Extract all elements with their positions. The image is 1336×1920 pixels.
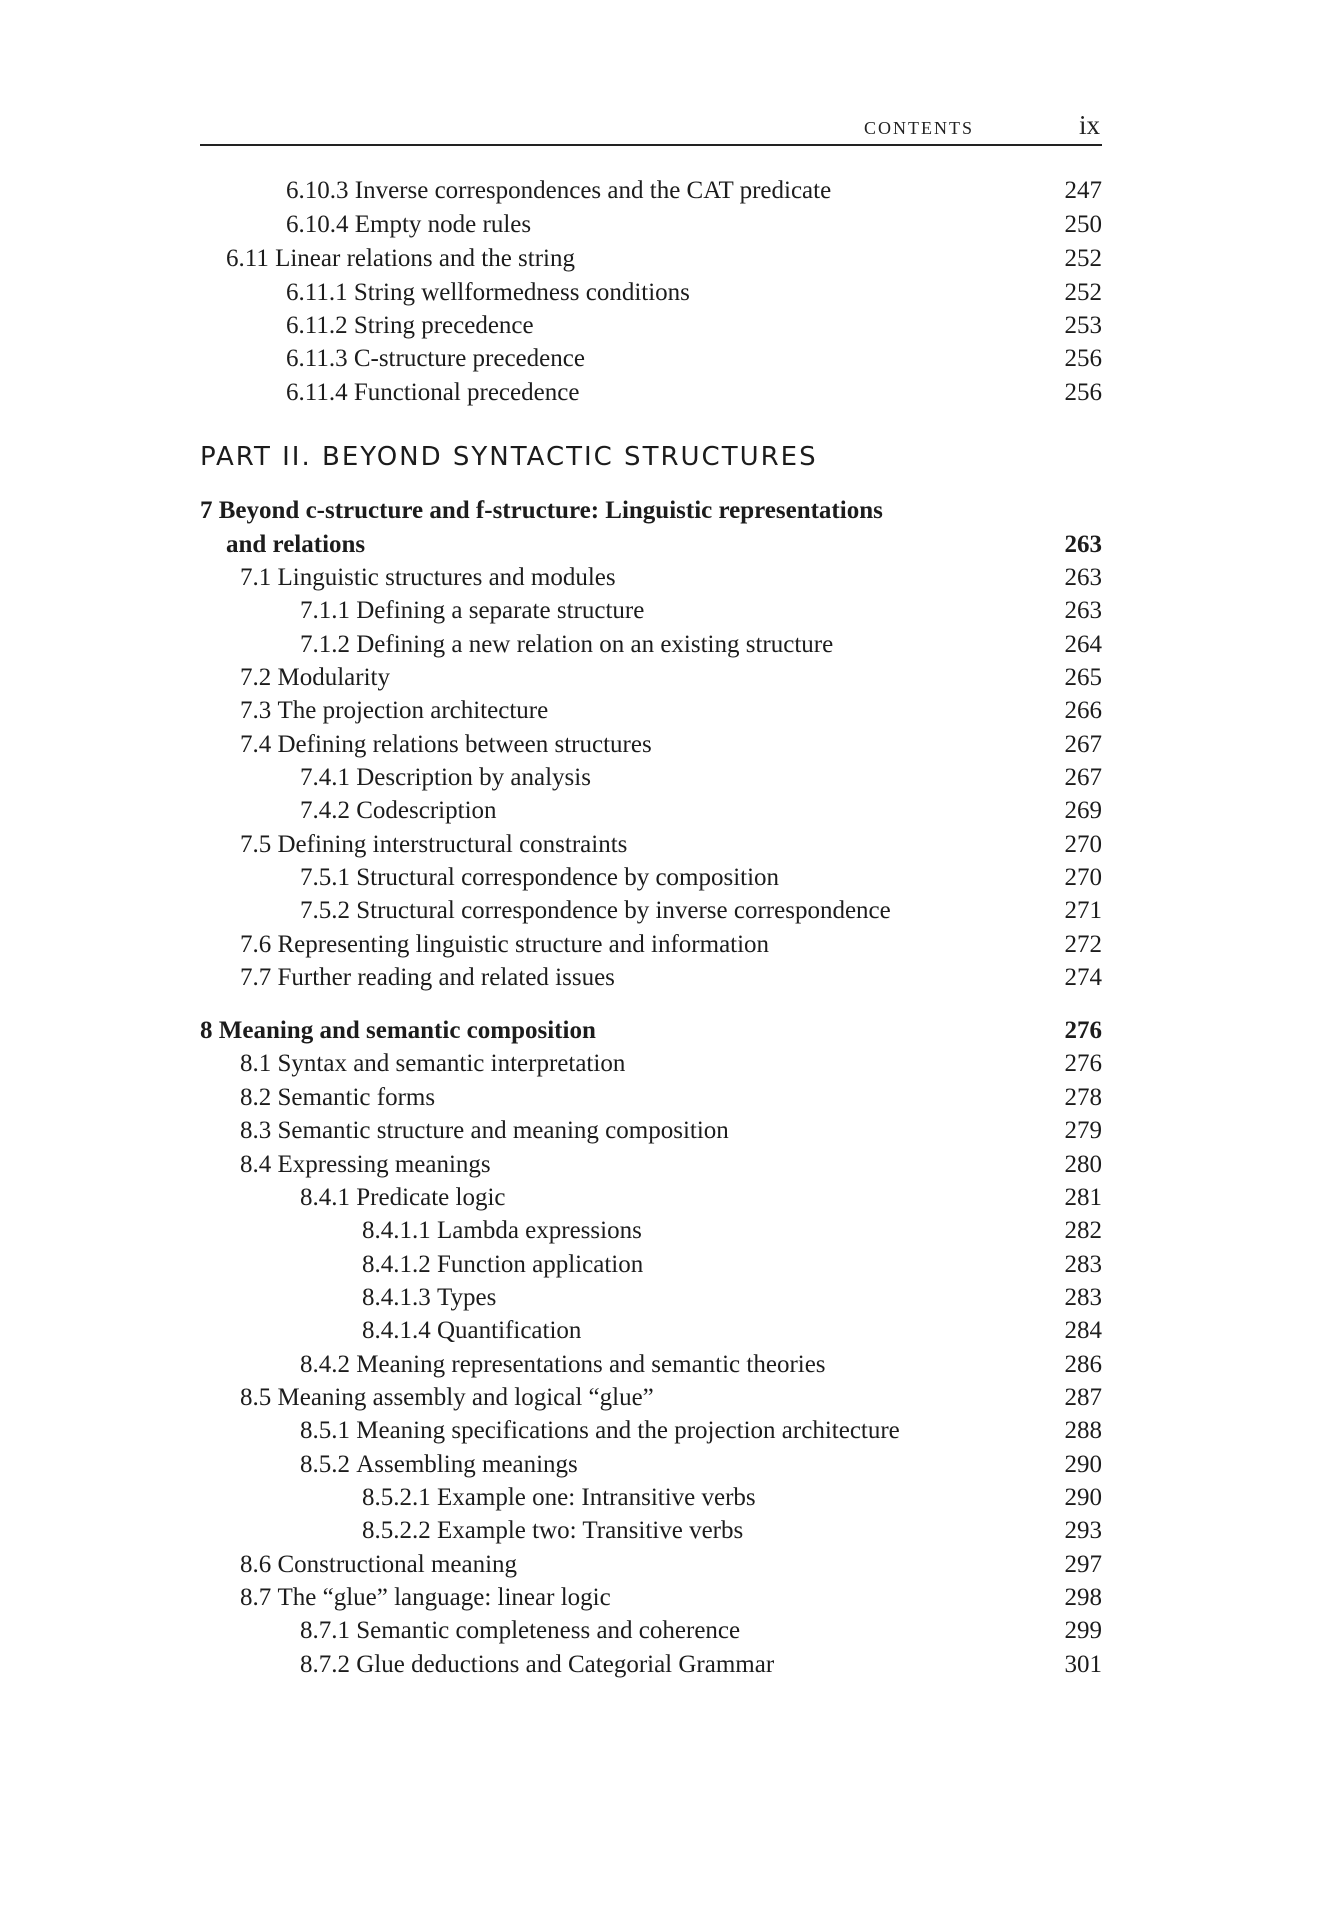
toc-entry: 8.5 Meaning assembly and logical “glue” <box>240 1384 654 1411</box>
toc-entry: 7.1 Linguistic structures and modules <box>240 564 616 591</box>
toc-entry-page: 280 <box>1064 1151 1102 1178</box>
toc-entry-page: 290 <box>1064 1484 1102 1511</box>
toc-entry-page: 264 <box>1064 631 1102 658</box>
toc-entry-page: 267 <box>1064 731 1102 758</box>
toc-entry-page: 269 <box>1064 797 1102 824</box>
toc-entry: 8.5.2 Assembling meanings <box>300 1451 578 1478</box>
toc-entry: 7.6 Representing linguistic structure and information <box>240 931 770 958</box>
part-heading: PART II. BEYOND SYNTACTIC STRUCTURES <box>200 442 818 472</box>
toc-entry: 8.2 Semantic forms <box>240 1084 436 1111</box>
running-head <box>200 110 1102 146</box>
toc-entry: 6.11.2 String precedence <box>286 312 534 339</box>
chapter-title: 8 Meaning and semantic composition <box>200 1017 596 1044</box>
toc-entry-page: 252 <box>1064 245 1102 272</box>
toc-entry: 6.11.4 Functional precedence <box>286 379 580 406</box>
toc-entry-page: 297 <box>1064 1551 1102 1578</box>
toc-entry: 8.1 Syntax and semantic interpretation <box>240 1050 626 1077</box>
toc-entry-page: 252 <box>1064 279 1102 306</box>
toc-entry: 7.5 Defining interstructural constraints <box>240 831 628 858</box>
toc-entry: 8.6 Constructional meaning <box>240 1551 518 1578</box>
toc-entry-page: 298 <box>1064 1584 1102 1611</box>
toc-entry-page: 272 <box>1064 931 1102 958</box>
toc-entry: 8.3 Semantic structure and meaning composition <box>240 1117 729 1144</box>
chapter-page: 276 <box>1064 1017 1102 1044</box>
toc-entry: 7.1.1 Defining a separate structure <box>300 597 645 624</box>
toc-entry: 8.4.1.2 Function application <box>362 1251 644 1278</box>
toc-entry-page: 250 <box>1064 211 1102 238</box>
toc-entry-page: 287 <box>1064 1384 1102 1411</box>
toc-entry: 7.4.1 Description by analysis <box>300 764 591 791</box>
toc-entry-page: 256 <box>1064 379 1102 406</box>
toc-entry-page: 278 <box>1064 1084 1102 1111</box>
chapter-page: 263 <box>1064 531 1102 558</box>
toc-entry-page: 299 <box>1064 1617 1102 1644</box>
toc-entry-page: 271 <box>1064 897 1102 924</box>
toc-entry-page: 301 <box>1064 1651 1102 1678</box>
toc-entry: 7.4.2 Codescription <box>300 797 497 824</box>
toc-entry-page: 265 <box>1064 664 1102 691</box>
toc-entry-page: 282 <box>1064 1217 1102 1244</box>
toc-entry: 6.11 Linear relations and the string <box>226 245 575 272</box>
toc-entry-page: 293 <box>1064 1517 1102 1544</box>
toc-entry-page: 284 <box>1064 1317 1102 1344</box>
toc-entry: 8.4.1 Predicate logic <box>300 1184 506 1211</box>
toc-entry: 7.5.1 Structural correspondence by composition <box>300 864 780 891</box>
toc-entry-page: 263 <box>1064 564 1102 591</box>
toc-entry-page: 267 <box>1064 764 1102 791</box>
toc-entry-page: 283 <box>1064 1251 1102 1278</box>
chapter-title: 7 Beyond c-structure and f-structure: Linguistic representations <box>200 497 883 524</box>
toc-entry-page: 266 <box>1064 697 1102 724</box>
toc-entry-page: 283 <box>1064 1284 1102 1311</box>
toc-entry-page: 270 <box>1064 831 1102 858</box>
toc-entry-page: 256 <box>1064 345 1102 372</box>
toc-entry: 8.7.2 Glue deductions and Categorial Grammar <box>300 1651 775 1678</box>
toc-entry: 6.10.3 Inverse correspondences and the CAT predicate <box>286 177 832 204</box>
toc-entry-page: 253 <box>1064 312 1102 339</box>
toc-entry: 7.4 Defining relations between structures <box>240 731 652 758</box>
toc-entry-page: 274 <box>1064 964 1102 991</box>
toc-entry: 8.4.1.3 Types <box>362 1284 497 1311</box>
toc-entry-page: 281 <box>1064 1184 1102 1211</box>
running-head-section: CONTENTS <box>864 118 974 138</box>
toc-entry-page: 288 <box>1064 1417 1102 1444</box>
toc-entry-page: 286 <box>1064 1351 1102 1378</box>
toc-entry: 7.1.2 Defining a new relation on an existing structure <box>300 631 834 658</box>
toc-entry-page: 247 <box>1064 177 1102 204</box>
toc-entry: 8.5.2.2 Example two: Transitive verbs <box>362 1517 744 1544</box>
toc-entry-page: 263 <box>1064 597 1102 624</box>
toc-entry: 6.10.4 Empty node rules <box>286 211 532 238</box>
toc-entry: 8.4.1.4 Quantification <box>362 1317 582 1344</box>
toc-entry-page: 276 <box>1064 1050 1102 1077</box>
toc-entry: 8.7 The “glue” language: linear logic <box>240 1584 611 1611</box>
toc-entry: 8.5.1 Meaning specifications and the projection architecture <box>300 1417 900 1444</box>
toc-entry: 8.5.2.1 Example one: Intransitive verbs <box>362 1484 756 1511</box>
running-head-page-number: ix <box>1078 110 1100 140</box>
toc-entry-page: 290 <box>1064 1451 1102 1478</box>
toc-entry: 6.11.1 String wellformedness conditions <box>286 279 690 306</box>
toc-entry: 7.2 Modularity <box>240 664 390 691</box>
toc-entry: 8.4.2 Meaning representations and semantic theories <box>300 1351 826 1378</box>
chapter-title-continued: and relations <box>226 531 366 558</box>
toc-entry-page: 270 <box>1064 864 1102 891</box>
toc-entry: 7.5.2 Structural correspondence by inverse correspondence <box>300 897 891 924</box>
toc-entry: 8.4.1.1 Lambda expressions <box>362 1217 642 1244</box>
toc-entry-page: 279 <box>1064 1117 1102 1144</box>
toc-entry: 7.7 Further reading and related issues <box>240 964 615 991</box>
toc-entry: 8.7.1 Semantic completeness and coherence <box>300 1617 741 1644</box>
toc-entry: 7.3 The projection architecture <box>240 697 549 724</box>
toc-entry: 6.11.3 C-structure precedence <box>286 345 585 372</box>
toc-entry: 8.4 Expressing meanings <box>240 1151 491 1178</box>
